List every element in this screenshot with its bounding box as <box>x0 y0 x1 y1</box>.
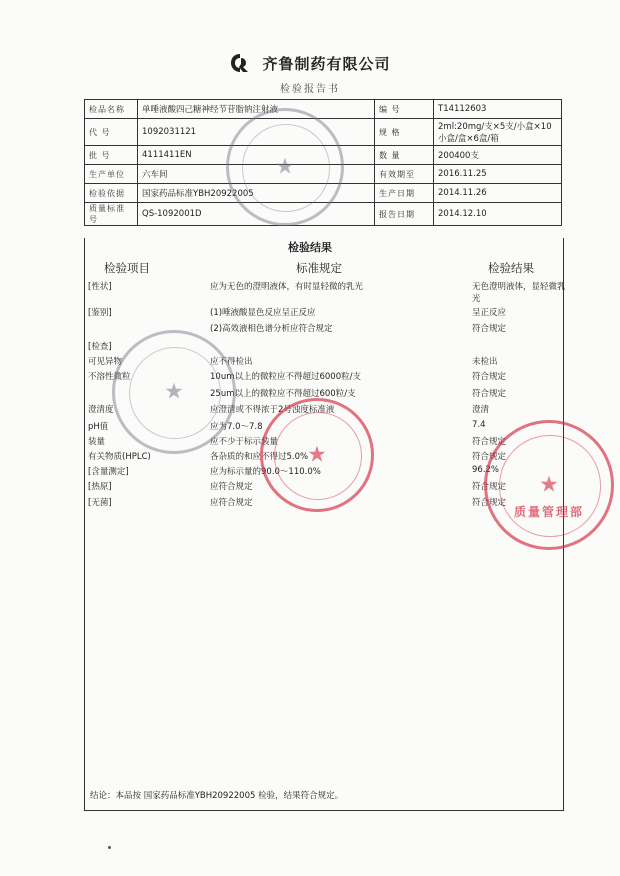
result-item: [鉴别] <box>88 308 112 318</box>
result-item: [热原] <box>88 482 112 492</box>
result-standard: (1)唾液酸显色反应呈正反应 <box>210 308 316 318</box>
result-item: 装量 <box>88 437 106 447</box>
result-value: 未检出 <box>472 357 498 367</box>
result-item: [性状] <box>88 282 112 292</box>
result-item: 不溶性微粒 <box>88 372 131 382</box>
star-icon: ★ <box>307 442 327 468</box>
star-icon: ★ <box>275 154 295 180</box>
basis-label: 检验依据 <box>85 184 138 203</box>
quality-dept-seal-text: 质量管理部 <box>513 505 584 519</box>
result-item: [无菌] <box>88 498 112 508</box>
result-value: 符合规定 <box>472 452 507 462</box>
scan-speck <box>108 846 111 849</box>
product-info-table <box>84 99 562 226</box>
qs-label: 质量标准号 <box>85 203 138 226</box>
company-name: 齐鲁制药有限公司 <box>262 54 391 73</box>
product-name-label: 检品名称 <box>85 100 138 119</box>
result-standard: 应符合规定 <box>210 482 253 492</box>
result-value: 符合规定 <box>472 324 507 334</box>
spec-label: 规 格 <box>375 119 434 146</box>
result-value: 光 <box>472 294 481 304</box>
result-standard: 各杂质的和应不得过5.0% <box>210 452 309 462</box>
code-value: 1092031121 <box>138 119 375 146</box>
result-item: [检查] <box>88 342 112 352</box>
result-standard: 25um以上的微粒应不得超过600粒/支 <box>210 389 356 399</box>
result-value: 符合规定 <box>472 389 507 399</box>
company-header <box>0 52 620 74</box>
batch-value: 4111411EN <box>138 146 375 165</box>
result-item: 有关物质(HPLC) <box>88 452 151 462</box>
basis-value: 国家药品标准YBH20922005 <box>138 184 375 203</box>
batch-label: 批 号 <box>85 146 138 165</box>
result-item: 澄清度 <box>88 405 114 415</box>
company-logo-icon <box>229 52 251 74</box>
result-standard: 应为无色的澄明液体，有时显轻微的乳光 <box>210 282 364 292</box>
spec-value: 2ml:20mg/支×5支/小盒×10小盒/盒×6盒/箱 <box>434 119 562 146</box>
result-value: 7.4 <box>472 420 486 430</box>
result-standard: (2)高效液相色谱分析应符合规定 <box>210 324 333 334</box>
report-date-label: 报告日期 <box>375 203 434 226</box>
code-label: 代 号 <box>85 119 138 146</box>
result-value: 呈正反应 <box>472 308 507 318</box>
result-value: 符合规定 <box>472 437 507 447</box>
unit-value: 六车间 <box>138 165 375 184</box>
report-title: 检验报告书 <box>280 84 340 95</box>
result-value: 符合规定 <box>472 372 507 382</box>
result-standard: 应不少于标示装量 <box>210 437 279 447</box>
product-name-value: 单唾液酸四己糖神经节苷脂钠注射液 <box>138 100 375 119</box>
unit-label: 生产单位 <box>85 165 138 184</box>
number-value: T14112603 <box>434 100 562 119</box>
result-standard: 应为7.0～7.8 <box>210 422 263 432</box>
result-standard: 应符合规定 <box>210 498 253 508</box>
production-date-value: 2014.11.26 <box>434 184 562 203</box>
result-item: pH值 <box>88 422 109 432</box>
result-standard: 应为标示量的90.0～110.0% <box>210 467 321 477</box>
quantity-label: 数 量 <box>375 146 434 165</box>
results-title: 检验结果 <box>288 241 332 254</box>
expiry-value: 2016.11.25 <box>434 165 562 184</box>
report-date-value: 2014.12.10 <box>434 203 562 226</box>
result-standard: 应澄清或不得浓于2号浊度标准液 <box>210 405 335 415</box>
star-icon: ★ <box>539 472 559 498</box>
result-value: 澄清 <box>472 405 490 415</box>
column-header-item: 检验项目 <box>104 261 150 275</box>
star-icon: ★ <box>164 379 184 405</box>
result-item: [含量测定] <box>88 467 129 477</box>
result-value: 无色澄明液体，显轻微乳 <box>472 282 566 292</box>
result-item: 可见异物 <box>88 357 123 367</box>
result-standard: 10um以上的微粒应不得超过6000粒/支 <box>210 372 361 382</box>
production-date-label: 生产日期 <box>375 184 434 203</box>
result-standard: 应不得检出 <box>210 357 253 367</box>
column-header-result: 检验结果 <box>488 261 534 275</box>
column-header-standard: 标准规定 <box>296 261 342 275</box>
quantity-value: 200400支 <box>434 146 562 165</box>
number-label: 编 号 <box>375 100 434 119</box>
result-value: 96.2% <box>472 465 500 475</box>
result-value: 符合规定 <box>472 498 507 508</box>
conclusion-text: 结论：本品按 国家药品标准YBH20922005 检验，结果符合规定。 <box>90 791 344 801</box>
qs-value: QS-1092001D <box>138 203 375 226</box>
expiry-label: 有效期至 <box>375 165 434 184</box>
result-value: 符合规定 <box>472 482 507 492</box>
